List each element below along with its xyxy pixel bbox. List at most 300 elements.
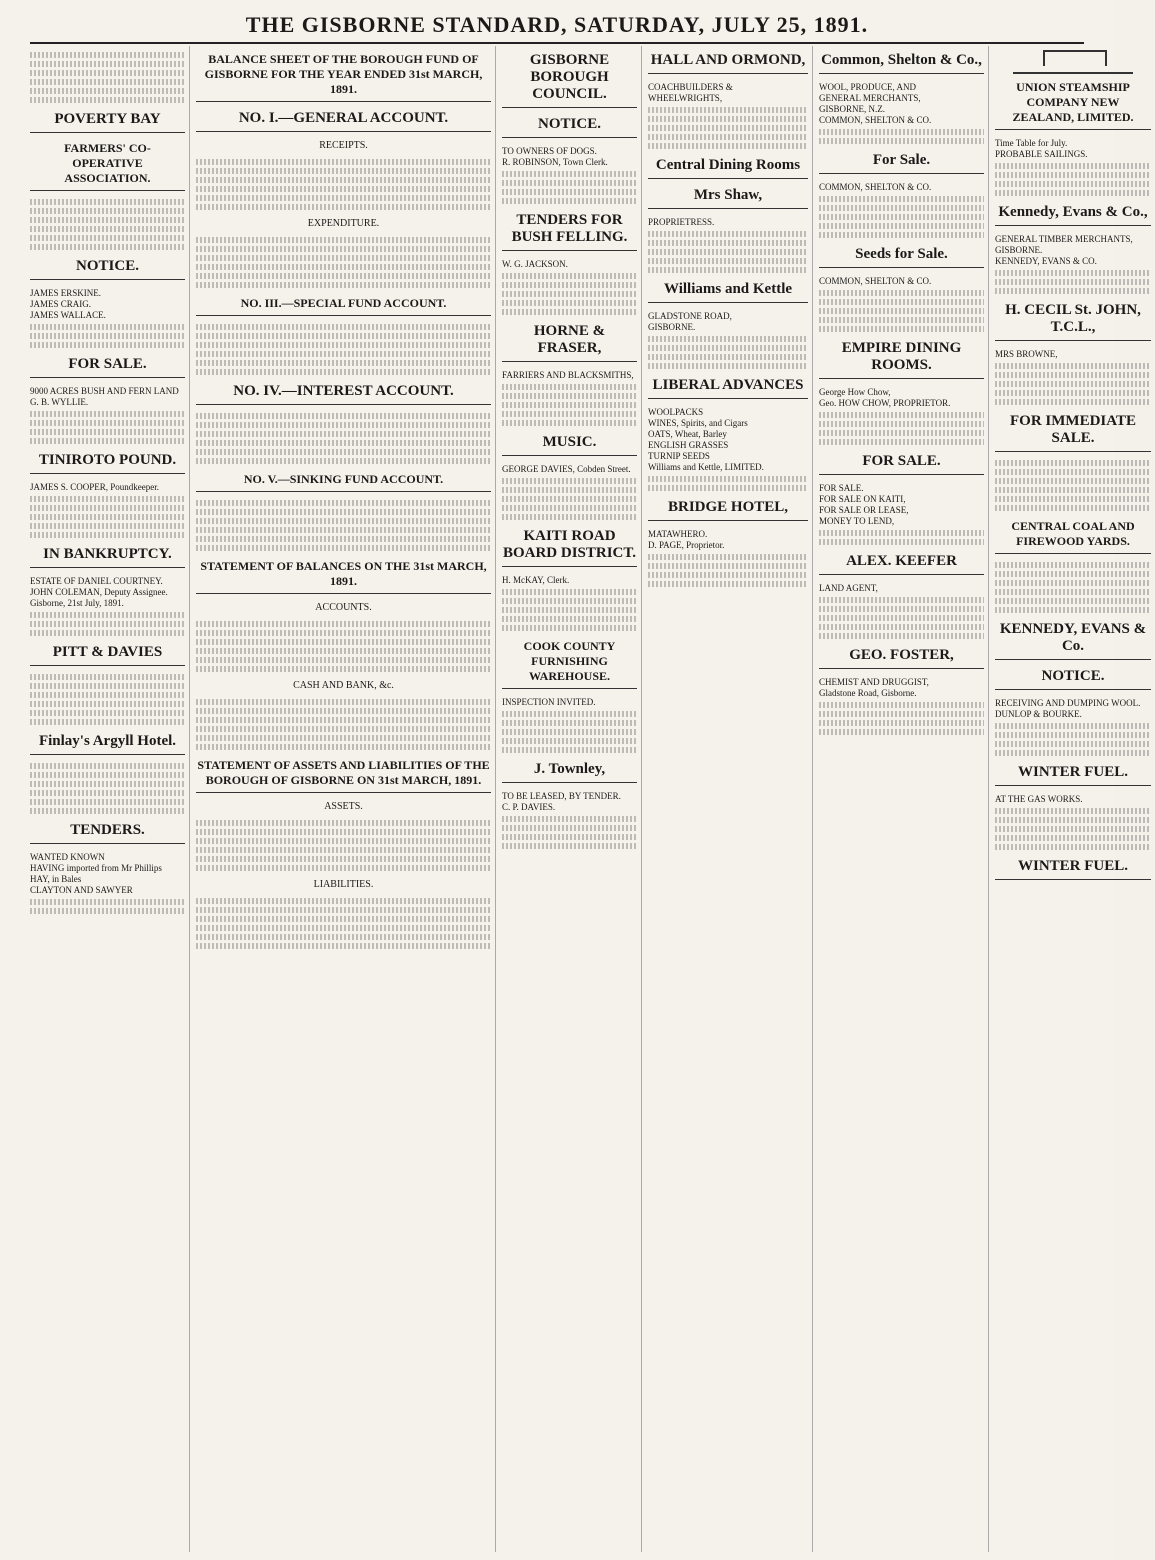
subheading: ASSETS. [324,801,363,812]
illegible-text [502,411,637,417]
text-line: JAMES CRAIG. [30,299,92,309]
column-2-block-22 [196,898,491,949]
text-line: TURNIP SEEDS [648,451,710,461]
illegible-text [196,159,491,165]
column-2-block-19 [196,801,491,812]
text-line: COMMON, SHELTON & CO. [819,182,932,192]
illegible-text [30,532,185,538]
column-2-block-7 [196,296,491,316]
column-1-block-14 [30,674,185,725]
illegible-text [196,264,491,270]
subheading: ACCOUNTS. [315,602,372,613]
illegible-text [196,657,491,663]
illegible-text [30,692,185,698]
column-3-block-13 [502,697,637,753]
heading: Kennedy, Evans & Co., [998,204,1148,220]
illegible-text [196,943,491,949]
illegible-text [30,523,185,529]
divider [995,689,1151,690]
divider [648,178,808,179]
divider [819,173,984,174]
illegible-text [995,487,1151,493]
illegible-text [196,351,491,357]
illegible-text [196,838,491,844]
column-5-block-9 [819,453,984,475]
column-6-block-2 [995,138,1151,196]
illegible-text [648,249,808,255]
illegible-text [648,485,808,491]
illegible-text [502,282,637,288]
illegible-text [819,196,984,202]
masthead-title: THE GISBORNE STANDARD, SATURDAY, JULY 25, 1891. [245,12,869,37]
divider [502,566,637,567]
illegible-text [196,648,491,654]
column-2-block-13 [196,559,491,594]
illegible-text [196,509,491,515]
divider [196,792,491,793]
illegible-text [995,607,1151,613]
text-line: G. B. WYLLIE. [30,397,89,407]
text-line: FARRIERS AND BLACKSMITHS, [502,370,634,380]
text-line: D. PAGE, Proprietor. [648,540,725,550]
heading: KAITI ROAD BOARD DISTRICT. [502,528,637,561]
text-line: COMMON, SHELTON & CO. [819,276,932,286]
heading: NO. V.—SINKING FUND ACCOUNT. [243,472,444,486]
heading: WINTER FUEL. [1017,764,1129,780]
column-6-block-13 [995,698,1151,756]
divider [995,225,1151,226]
text-line: GEORGE DAVIES, Cobden Street. [502,464,631,474]
illegible-text [30,612,185,618]
column-2-block-20 [196,820,491,871]
illegible-text [30,683,185,689]
illegible-text [648,107,808,113]
heading: STATEMENT OF ASSETS AND LIABILITIES OF THE BOROUGH OF GISBORNE ON 31st MARCH, 1891. [197,758,490,787]
illegible-text [196,518,491,524]
illegible-text [819,232,984,238]
column-5-block-12 [819,583,984,639]
text-line: FOR SALE. [819,483,864,493]
illegible-text [196,856,491,862]
text-line: WINES, Spirits, and Cigars [648,418,748,428]
column-3-block-12 [502,639,637,689]
illegible-text [648,581,808,587]
divider [30,377,185,378]
column-6-block-14 [995,764,1151,786]
illegible-text [30,505,185,511]
illegible-text [30,70,185,76]
column-3-block-10 [502,528,637,567]
column-2-block-6 [196,237,491,288]
illegible-text [30,199,185,205]
column-6-block-7 [995,413,1151,452]
text-line: H. McKAY, Clerk. [502,575,570,585]
illegible-text [502,309,637,315]
illegible-text [819,729,984,735]
text-line: TO OWNERS OF DOGS. [502,146,597,156]
column-4-block-2 [648,82,808,149]
illegible-text [995,598,1151,604]
illegible-text [196,744,491,750]
columns [30,46,1148,1552]
text-line: KENNEDY, EVANS & CO. [995,256,1097,266]
illegible-text [196,324,491,330]
illegible-text [995,562,1151,568]
divider [648,208,808,209]
text-line: CHEMIST AND DRUGGIST, [819,677,929,687]
illegible-text [819,430,984,436]
column-5-block-7 [819,340,984,379]
column-4-block-4 [648,187,808,209]
text-line: Williams and Kettle, LIMITED. [648,462,764,472]
column-2-block-14 [196,602,491,613]
illegible-text [30,217,185,223]
column-1-block-15 [30,733,185,755]
illegible-text [995,478,1151,484]
illegible-text [196,204,491,210]
column-1-block-7 [30,356,185,378]
illegible-text [30,763,185,769]
column-5-block-3 [819,152,984,174]
divider [30,843,185,844]
illegible-text [502,273,637,279]
illegible-text [30,496,185,502]
illegible-text [30,908,185,914]
illegible-text [196,666,491,672]
text-line: GLADSTONE ROAD, [648,311,732,321]
text-line: PROPRIETRESS. [648,217,715,227]
heading: NO. III.—SPECIAL FUND ACCOUNT. [240,296,447,310]
text-line: JAMES WALLACE. [30,310,106,320]
heading: FARMERS' CO-OPERATIVE ASSOCIATION. [64,141,151,185]
illegible-text [819,129,984,135]
text-line: GISBORNE, N.Z. [819,104,886,114]
illegible-text [995,505,1151,511]
column-1 [30,46,190,1552]
illegible-text [196,934,491,940]
divider [30,665,185,666]
heading: Williams and Kettle [663,281,793,297]
illegible-text [502,402,637,408]
column-2-block-12 [196,500,491,551]
illegible-text [196,898,491,904]
illegible-text [30,342,185,348]
column-2-block-16 [196,680,491,691]
column-1-block-6 [30,288,185,348]
column-6-block-16 [995,858,1151,880]
column-3-block-8 [502,434,637,456]
heading: NOTICE. [538,116,601,132]
illegible-text [196,621,491,627]
illegible-text [196,449,491,455]
heading: GISBORNE BOROUGH COUNCIL. [529,52,610,102]
illegible-text [502,747,637,753]
column-2-block-3 [196,140,491,151]
illegible-text [995,826,1151,832]
illegible-text [995,279,1151,285]
illegible-text [648,143,808,149]
column-2-block-17 [196,699,491,750]
illegible-text [995,835,1151,841]
illegible-text [502,478,637,484]
text-line: MATAWHERO. [648,529,708,539]
text-line: COACHBUILDERS & WHEELWRIGHTS, [648,82,733,103]
text-line: OATS, Wheat, Barley [648,429,727,439]
divider [196,404,491,405]
illegible-text [196,536,491,542]
illegible-text [995,580,1151,586]
divider [819,574,984,575]
heading: TENDERS. [70,822,145,838]
divider [30,132,185,133]
illegible-text [819,439,984,445]
illegible-text [648,476,808,482]
column-5-block-14 [819,677,984,735]
divider [30,279,185,280]
divider [196,131,491,132]
column-5-block-6 [819,276,984,332]
divider [995,129,1151,130]
ship-icon [1013,48,1133,74]
column-1-block-1 [30,52,185,103]
text-line: W. G. JACKSON. [502,259,568,269]
illegible-text [196,708,491,714]
text-line: DUNLOP & BOURKE. [995,709,1082,719]
illegible-text [995,172,1151,178]
column-3-block-3 [502,146,637,204]
text-line: 9000 ACRES BUSH AND FERN LAND [30,386,179,396]
illegible-text [30,97,185,103]
divider [819,267,984,268]
illegible-text [502,843,637,849]
illegible-text [30,52,185,58]
column-1-block-13 [30,644,185,666]
column-2-block-15 [196,621,491,672]
column-5-block-8 [819,387,984,445]
column-4-block-6 [648,281,808,303]
column-6 [995,46,1155,1552]
column-1-block-4 [30,199,185,250]
column-5-block-11 [819,553,984,575]
column-2-block-2 [196,110,491,132]
column-5-block-4 [819,182,984,238]
illegible-text [196,527,491,533]
illegible-text [196,500,491,506]
illegible-text [196,829,491,835]
text-line: HAY, in Bales [30,874,82,884]
illegible-text [995,363,1151,369]
text-line: PROBABLE SAILINGS. [995,149,1088,159]
heading: HALL AND ORMOND, [650,52,806,68]
divider [995,785,1151,786]
illegible-text [30,429,185,435]
column-1-block-12 [30,576,185,636]
illegible-text [502,738,637,744]
illegible-text [819,711,984,717]
column-6-block-11 [995,621,1151,660]
illegible-text [995,808,1151,814]
text-line: JOHN COLEMAN, Deputy Assignee. [30,587,168,597]
illegible-text [502,711,637,717]
text-line: GISBORNE. [995,245,1043,255]
illegible-text [995,817,1151,823]
column-2-block-8 [196,324,491,375]
illegible-text [995,288,1151,294]
column-1-block-11 [30,546,185,568]
subheading: LIABILITIES. [313,879,374,890]
illegible-text [502,729,637,735]
divider [502,782,637,783]
illegible-text [196,630,491,636]
heading: ALEX. KEEFER [846,553,957,569]
illegible-text [30,701,185,707]
text-line: TO BE LEASED, BY TENDER. [502,791,621,801]
divider [995,879,1151,880]
illegible-text [502,625,637,631]
text-line: LAND AGENT, [819,583,878,593]
column-2-block-11 [196,472,491,492]
heading: NO. IV.—INTEREST ACCOUNT. [233,383,454,399]
illegible-text [30,899,185,905]
column-3-block-4 [502,212,637,251]
text-line: Gladstone Road, Gisborne. [819,688,917,698]
illegible-text [30,244,185,250]
illegible-text [30,790,185,796]
illegible-text [196,255,491,261]
illegible-text [196,413,491,419]
illegible-text [196,342,491,348]
divider [502,250,637,251]
illegible-text [648,240,808,246]
illegible-text [819,317,984,323]
illegible-text [995,571,1151,577]
text-line: R. ROBINSON, Town Clerk. [502,157,608,167]
column-6-block-6 [995,349,1151,405]
illegible-text [30,719,185,725]
illegible-text [502,616,637,622]
illegible-text [995,390,1151,396]
text-line: Gisborne, 21st July, 1891. [30,598,124,608]
illegible-text [819,530,984,536]
heading: Common, Shelton & Co., [821,52,982,68]
heading: UNION STEAMSHIP COMPANY NEW ZEALAND, LIMITED. [1012,80,1134,124]
heading: FOR IMMEDIATE SALE. [1010,413,1136,446]
illegible-text [196,186,491,192]
illegible-text [196,847,491,853]
illegible-text [502,171,637,177]
illegible-text [196,431,491,437]
illegible-text [648,125,808,131]
text-line: COMMON, SHELTON & CO. [819,115,932,125]
column-1-block-10 [30,482,185,538]
illegible-text [502,505,637,511]
divider [995,553,1151,554]
column-6-block-9 [995,519,1151,554]
illegible-text [502,496,637,502]
column-1-block-3 [30,141,185,191]
column-5 [819,46,989,1552]
illegible-text [995,741,1151,747]
divider [502,688,637,689]
heading: PITT & DAVIES [52,644,163,660]
illegible-text [502,291,637,297]
text-line: HAVING imported from Mr Phillips [30,863,162,873]
column-2-block-5 [196,218,491,229]
text-line: RECEIVING AND DUMPING WOOL. [995,698,1141,708]
column-2 [196,46,496,1552]
illegible-text [648,572,808,578]
illegible-text [819,624,984,630]
text-line: ENGLISH GRASSES [648,440,729,450]
illegible-text [30,710,185,716]
illegible-text [995,723,1151,729]
illegible-text [196,865,491,871]
text-line: AT THE GAS WORKS. [995,794,1083,804]
text-line: JAMES ERSKINE. [30,288,102,298]
column-1-block-2 [30,111,185,133]
illegible-text [648,116,808,122]
heading: Mrs Shaw, [693,187,763,203]
illegible-text [502,720,637,726]
divider [502,137,637,138]
column-3-block-6 [502,323,637,362]
column-3-block-5 [502,259,637,315]
illegible-text [502,598,637,604]
illegible-text [502,834,637,840]
illegible-text [30,88,185,94]
heading: WINTER FUEL. [1017,858,1129,874]
illegible-text [995,270,1151,276]
divider [196,315,491,316]
illegible-text [995,732,1151,738]
column-6-block-8 [995,460,1151,511]
illegible-text [819,205,984,211]
illegible-text [819,539,984,545]
illegible-text [196,735,491,741]
illegible-text [30,333,185,339]
illegible-text [30,411,185,417]
divider [30,567,185,568]
text-line: WOOL, PRODUCE, AND [819,82,917,92]
subheading: CASH AND BANK, &c. [293,680,394,691]
column-4 [648,46,813,1552]
illegible-text [819,615,984,621]
illegible-text [995,372,1151,378]
illegible-text [819,223,984,229]
illegible-text [502,393,637,399]
heading: IN BANKRUPTCY. [43,546,172,562]
illegible-text [502,816,637,822]
heading: STATEMENT OF BALANCES ON THE 31st MARCH, 1891. [200,559,487,588]
illegible-text [995,181,1151,187]
column-6-block-5 [995,302,1151,341]
divider [30,473,185,474]
illegible-text [995,381,1151,387]
divider [502,361,637,362]
illegible-text [196,422,491,428]
text-line: GENERAL MERCHANTS, [819,93,921,103]
illegible-text [30,674,185,680]
heading: Finlay's Argyll Hotel. [38,733,177,749]
illegible-text [819,214,984,220]
illegible-text [196,333,491,339]
illegible-text [502,487,637,493]
column-2-block-1 [196,52,491,102]
illegible-text [648,345,808,351]
column-2-block-10 [196,413,491,464]
illegible-text [30,781,185,787]
illegible-text [196,177,491,183]
